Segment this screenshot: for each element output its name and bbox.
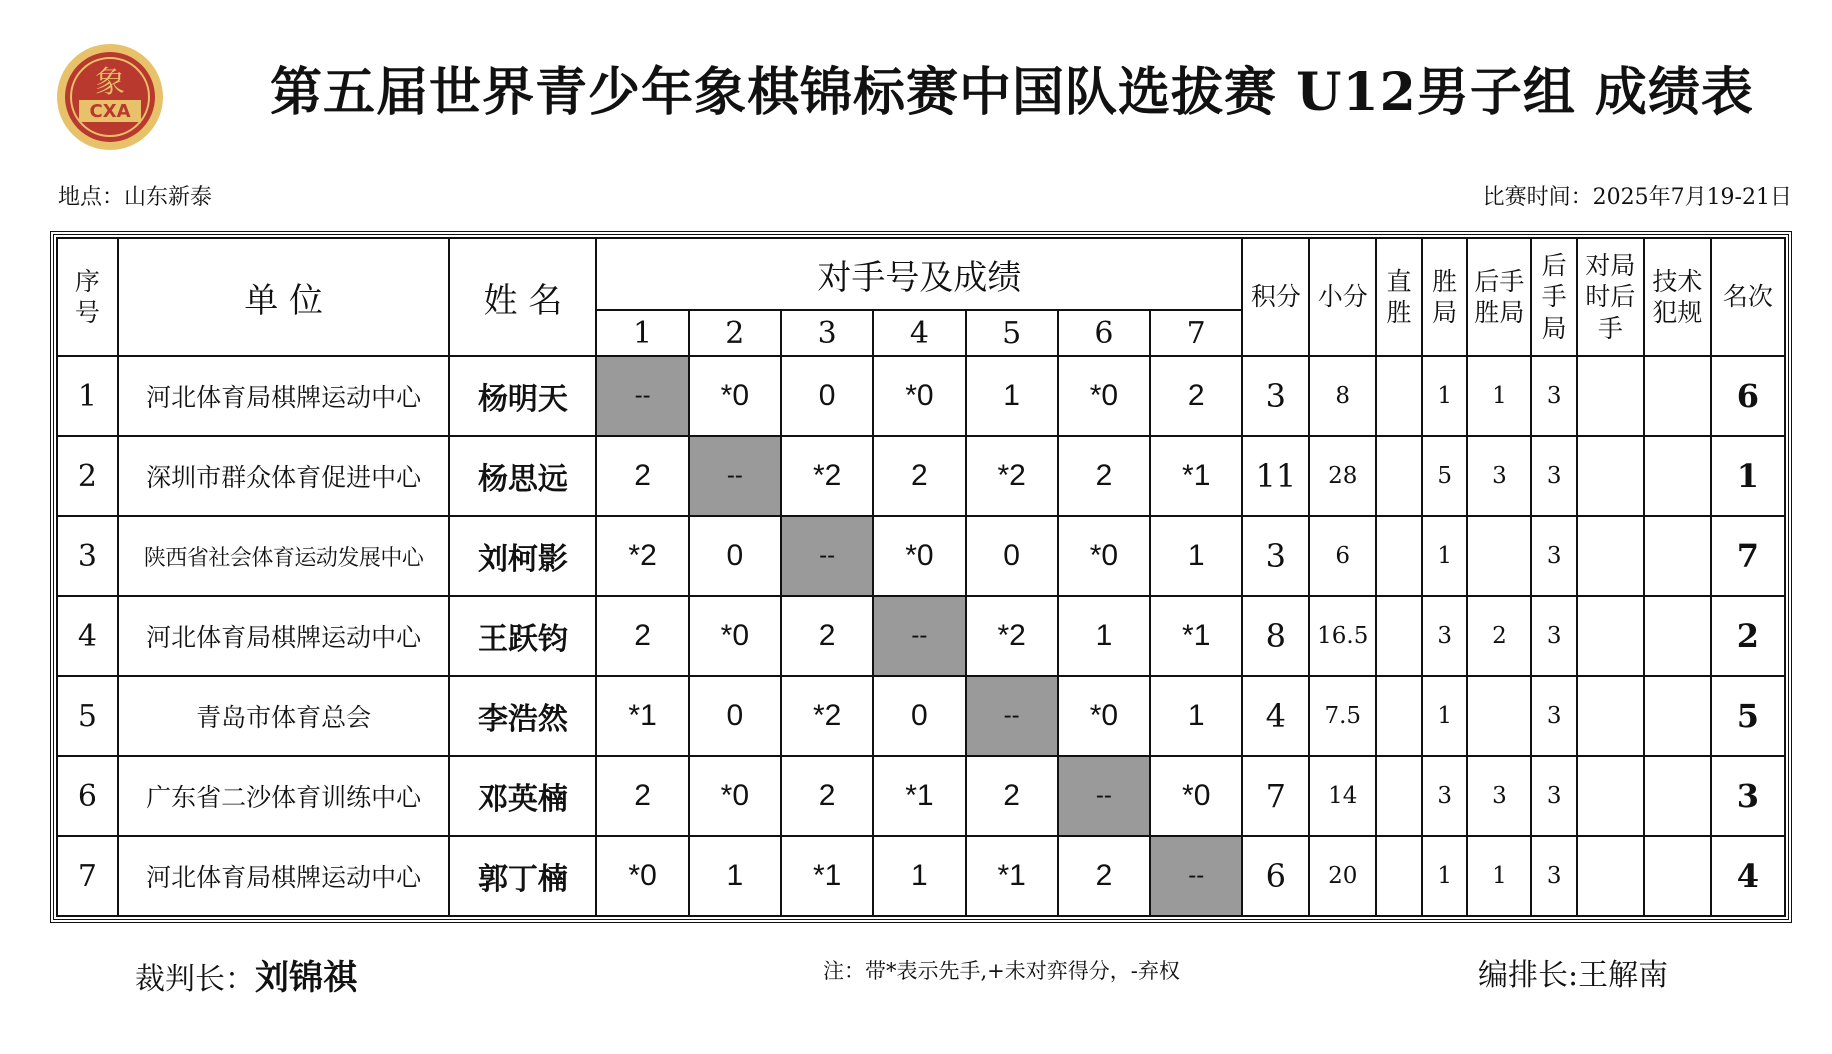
result-cell: 2: [596, 756, 688, 836]
result-cell: 2: [1058, 436, 1150, 516]
row-rank: 5: [1711, 676, 1785, 756]
result-self-cell: --: [873, 596, 965, 676]
opp-number: 4: [873, 310, 965, 356]
result-cell: 1: [873, 836, 965, 916]
result-cell: 2: [781, 756, 873, 836]
result-cell: 2: [1150, 356, 1242, 436]
header-rank: 名次: [1711, 238, 1785, 356]
row-clock-second: [1577, 516, 1644, 596]
row-seq: 3: [57, 516, 118, 596]
result-cell: *2: [966, 436, 1058, 516]
row-second-wins: 1: [1467, 356, 1531, 436]
results-table: [50, 231, 1792, 923]
row-score: 11: [1242, 436, 1309, 516]
row-second-games: 3: [1531, 756, 1577, 836]
result-cell: *2: [781, 436, 873, 516]
logo-glyph: 象: [95, 65, 125, 100]
match-date: 比赛时间：2025年7月19-21日: [1482, 185, 1792, 210]
header-wins: 胜 局: [1422, 238, 1468, 356]
result-cell: *2: [596, 516, 688, 596]
row-second-games: 3: [1531, 836, 1577, 916]
row-seq: 4: [57, 596, 118, 676]
row-wins: 1: [1422, 676, 1468, 756]
row-score: 3: [1242, 356, 1309, 436]
row-score: 3: [1242, 516, 1309, 596]
row-clock-second: [1577, 596, 1644, 676]
result-cell: *1: [1150, 596, 1242, 676]
header-small-score: 小分: [1309, 238, 1376, 356]
row-player-name: 杨明天: [449, 356, 596, 436]
row-clock-second: [1577, 356, 1644, 436]
table-row: [57, 836, 1785, 916]
result-cell: *2: [781, 676, 873, 756]
result-cell: 0: [689, 516, 781, 596]
row-wins: 3: [1422, 756, 1468, 836]
row-tech-foul: [1644, 356, 1711, 436]
row-second-wins: 1: [1467, 836, 1531, 916]
header-clock-second: 对局 时后 手: [1577, 238, 1644, 356]
row-wins: 1: [1422, 356, 1468, 436]
result-cell: 0: [689, 676, 781, 756]
row-tech-foul: [1644, 516, 1711, 596]
row-tech-foul: [1644, 836, 1711, 916]
row-seq: 2: [57, 436, 118, 516]
result-cell: 2: [596, 596, 688, 676]
result-cell: *1: [596, 676, 688, 756]
row-direct: [1376, 756, 1422, 836]
result-cell: *2: [966, 596, 1058, 676]
row-second-wins: 3: [1467, 436, 1531, 516]
row-score: 4: [1242, 676, 1309, 756]
referee-label: 裁判长：: [135, 962, 255, 997]
row-score: 7: [1242, 756, 1309, 836]
result-self-cell: --: [781, 516, 873, 596]
row-tech-foul: [1644, 596, 1711, 676]
row-unit: 青岛市体育总会: [118, 676, 450, 756]
row-rank: 4: [1711, 836, 1785, 916]
result-cell: 2: [781, 596, 873, 676]
table-row: [57, 596, 1785, 676]
row-second-games: 3: [1531, 356, 1577, 436]
row-player-name: 李浩然: [449, 676, 596, 756]
row-player-name: 刘柯影: [449, 516, 596, 596]
result-cell: 1: [1150, 516, 1242, 596]
row-rank: 6: [1711, 356, 1785, 436]
row-player-name: 杨思远: [449, 436, 596, 516]
row-player-name: 王跃钧: [449, 596, 596, 676]
row-rank: 1: [1711, 436, 1785, 516]
opp-number: 1: [596, 310, 688, 356]
table-row: [57, 516, 1785, 596]
row-tech-foul: [1644, 756, 1711, 836]
opp-number: 7: [1150, 310, 1242, 356]
opp-number: 5: [966, 310, 1058, 356]
row-unit: 河北体育局棋牌运动中心: [118, 836, 450, 916]
header-name: 姓 名: [449, 238, 596, 356]
row-second-games: 3: [1531, 596, 1577, 676]
row-small-score: 14: [1309, 756, 1376, 836]
row-second-games: 3: [1531, 436, 1577, 516]
table-row: [57, 676, 1785, 756]
table-row: [57, 356, 1785, 436]
result-cell: *1: [966, 836, 1058, 916]
opp-number: 2: [689, 310, 781, 356]
result-cell: *0: [1058, 676, 1150, 756]
row-unit: 河北体育局棋牌运动中心: [118, 596, 450, 676]
result-cell: *0: [873, 516, 965, 596]
page-title: 第五届世界青少年象棋锦标赛中国队选拔赛 U12男子组 成绩表: [270, 62, 1754, 123]
result-cell: 0: [781, 356, 873, 436]
row-rank: 3: [1711, 756, 1785, 836]
row-seq: 7: [57, 836, 118, 916]
header-opponents: 对手号及成绩: [596, 238, 1242, 310]
row-small-score: 28: [1309, 436, 1376, 516]
result-self-cell: --: [966, 676, 1058, 756]
chief-arranger: 编排长:王解南: [1478, 958, 1669, 993]
result-cell: *0: [1058, 356, 1150, 436]
row-direct: [1376, 596, 1422, 676]
row-second-wins: 2: [1467, 596, 1531, 676]
row-score: 6: [1242, 836, 1309, 916]
cxa-logo: [55, 42, 165, 152]
footnote: 注：带*表示先手,+未对弈得分，-弃权: [823, 959, 1180, 983]
row-player-name: 郭丁楠: [449, 836, 596, 916]
result-self-cell: --: [1058, 756, 1150, 836]
result-cell: *1: [781, 836, 873, 916]
row-small-score: 20: [1309, 836, 1376, 916]
result-cell: 2: [966, 756, 1058, 836]
table-row: [57, 756, 1785, 836]
header-direct: 直 胜: [1376, 238, 1422, 356]
result-cell: 1: [966, 356, 1058, 436]
result-cell: 2: [873, 436, 965, 516]
header-second-games: 后 手 局: [1531, 238, 1577, 356]
result-cell: 0: [966, 516, 1058, 596]
result-cell: *0: [873, 356, 965, 436]
result-self-cell: --: [1150, 836, 1242, 916]
header-seq: 序 号: [57, 238, 118, 356]
header-unit: 单 位: [118, 238, 450, 356]
result-cell: 1: [1058, 596, 1150, 676]
row-small-score: 6: [1309, 516, 1376, 596]
row-small-score: 16.5: [1309, 596, 1376, 676]
row-small-score: 8: [1309, 356, 1376, 436]
row-second-wins: 3: [1467, 756, 1531, 836]
result-cell: 0: [873, 676, 965, 756]
referee-name: 刘锦祺: [255, 958, 357, 998]
row-player-name: 邓英楠: [449, 756, 596, 836]
result-cell: *1: [1150, 436, 1242, 516]
row-direct: [1376, 676, 1422, 756]
result-cell: 1: [689, 836, 781, 916]
row-second-wins: [1467, 676, 1531, 756]
row-unit: 河北体育局棋牌运动中心: [118, 356, 450, 436]
row-seq: 5: [57, 676, 118, 756]
row-clock-second: [1577, 676, 1644, 756]
row-wins: 5: [1422, 436, 1468, 516]
row-wins: 3: [1422, 596, 1468, 676]
result-self-cell: --: [689, 436, 781, 516]
header-score: 积分: [1242, 238, 1309, 356]
row-unit: 陕西省社会体育运动发展中心: [118, 516, 450, 596]
result-cell: *0: [689, 356, 781, 436]
row-direct: [1376, 356, 1422, 436]
row-rank: 2: [1711, 596, 1785, 676]
row-tech-foul: [1644, 436, 1711, 516]
row-unit: 深圳市群众体育促进中心: [118, 436, 450, 516]
row-seq: 1: [57, 356, 118, 436]
row-direct: [1376, 836, 1422, 916]
row-seq: 6: [57, 756, 118, 836]
location: 地点：山东新泰: [58, 185, 213, 210]
row-direct: [1376, 516, 1422, 596]
logo-text: CXA: [89, 101, 131, 122]
result-cell: 2: [596, 436, 688, 516]
row-wins: 1: [1422, 836, 1468, 916]
row-second-games: 3: [1531, 516, 1577, 596]
result-cell: *0: [689, 756, 781, 836]
row-rank: 7: [1711, 516, 1785, 596]
row-unit: 广东省二沙体育训练中心: [118, 756, 450, 836]
result-cell: *0: [1150, 756, 1242, 836]
row-second-games: 3: [1531, 676, 1577, 756]
header-tech-foul: 技术 犯规: [1644, 238, 1711, 356]
chief-referee: [135, 950, 357, 999]
row-small-score: 7.5: [1309, 676, 1376, 756]
header-second-wins: 后手 胜局: [1467, 238, 1531, 356]
row-tech-foul: [1644, 676, 1711, 756]
row-wins: 1: [1422, 516, 1468, 596]
opp-number: 3: [781, 310, 873, 356]
result-cell: *1: [873, 756, 965, 836]
row-direct: [1376, 436, 1422, 516]
result-cell: 2: [1058, 836, 1150, 916]
result-cell: *0: [689, 596, 781, 676]
row-clock-second: [1577, 756, 1644, 836]
opp-number: 6: [1058, 310, 1150, 356]
row-score: 8: [1242, 596, 1309, 676]
result-self-cell: --: [596, 356, 688, 436]
row-clock-second: [1577, 836, 1644, 916]
result-cell: *0: [1058, 516, 1150, 596]
table-row: [57, 436, 1785, 516]
row-clock-second: [1577, 436, 1644, 516]
row-second-wins: [1467, 516, 1531, 596]
result-cell: *0: [596, 836, 688, 916]
result-cell: 1: [1150, 676, 1242, 756]
